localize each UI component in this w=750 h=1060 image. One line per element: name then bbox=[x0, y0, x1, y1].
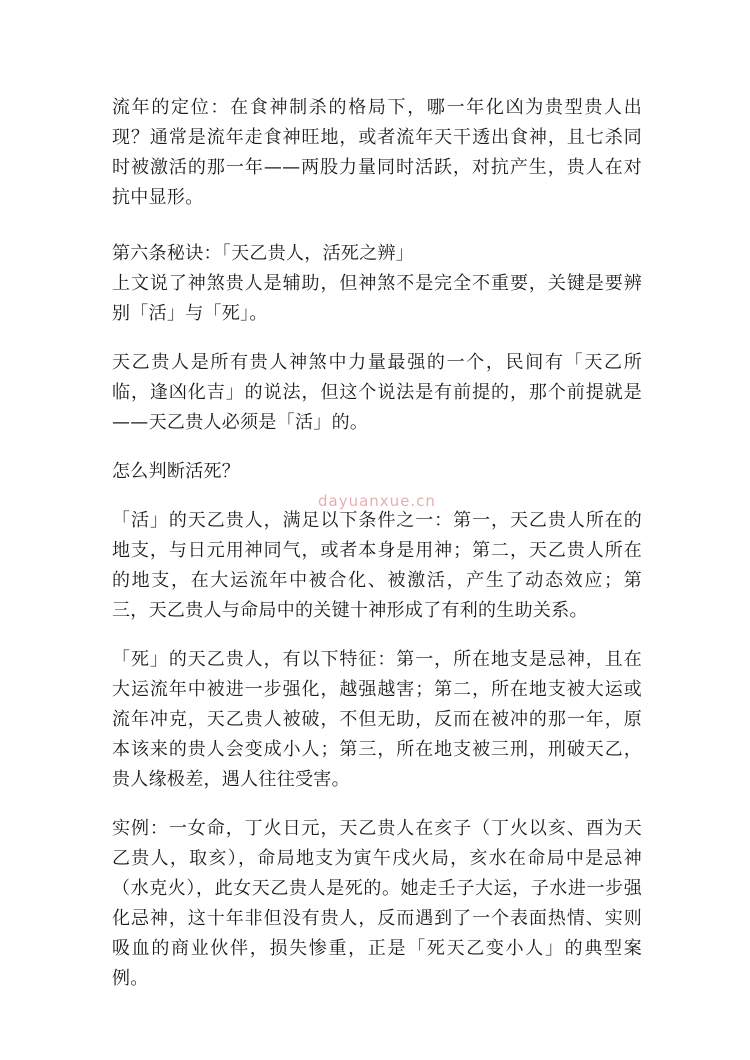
watermark: dayuanxue.cn bbox=[318, 492, 436, 510]
paragraph-liunian: 流年的定位：在食神制杀的格局下，哪一年化凶为贵型贵人出现？通常是流年走食神旺地，或者流年天干透出食神，且七杀同时被激活的那一年——两股力量同时活跃，对抗产生，贵人在对抗中显形。 bbox=[112, 97, 642, 208]
paragraph-question: 怎么判断活死？ bbox=[112, 461, 241, 482]
paragraph-intro: 上文说了神煞贵人是辅助，但神煞不是完全不重要，关键是要辨别「活」与「死」。 bbox=[112, 273, 642, 324]
paragraph-dead: 「死」的天乙贵人，有以下特征：第一，所在地支是忌神，且在大运流年中被进一步强化，越强越害；第二，所在地支被大运或流年冲克，天乙贵人被破，不但无助，反而在被冲的那一年，原本该来的贵人会变成小人；第三，所在地支被三刑，刑破天乙，贵人缘极差，遇人往往受害。 bbox=[112, 649, 642, 790]
paragraph-alive: 「活」的天乙贵人，满足以下条件之一：第一，天乙贵人所在的地支，与日元用神同气，或者本身是用神；第二，天乙贵人所在的地支，在大运流年中被合化、被激活，产生了动态效应；第三，天乙贵人与命局中的关键十神形成了有利的生助关系。 bbox=[112, 510, 642, 621]
paragraph-example: 实例：一女命，丁火日元，天乙贵人在亥子（丁火以亥、酉为天乙贵人，取亥），命局地支为寅午戌火局，亥水在命局中是忌神（水克火），此女天乙贵人是死的。她走壬子大运，子水进一步强化忌神，这十年非但没有贵人，反而遇到了一个表面热情、实则吸血的商业伙伴，损失惨重，正是「死天乙变小人」的典型案例。 bbox=[112, 818, 642, 989]
section-heading: 第六条秘诀：「天乙贵人，活死之辨」 bbox=[112, 243, 415, 264]
paragraph-tianyi: 天乙贵人是所有贵人神煞中力量最强的一个，民间有「天乙所临，逢凶化吉」的说法，但这个说法是有前提的，那个前提就是——天乙贵人必须是「活」的。 bbox=[112, 352, 642, 433]
